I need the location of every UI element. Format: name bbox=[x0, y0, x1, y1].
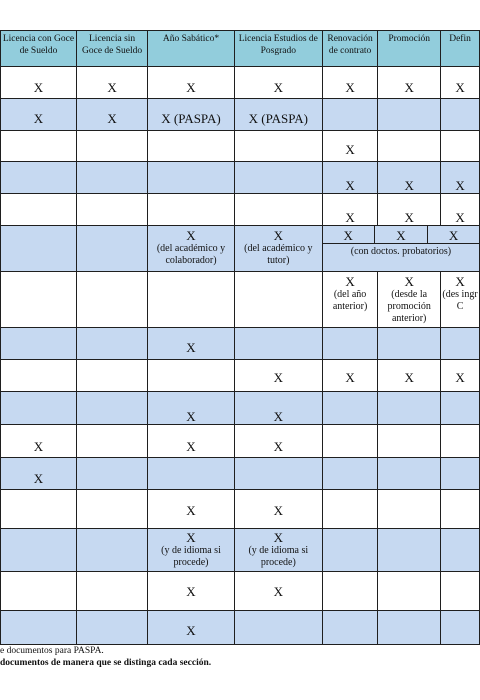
table-body bbox=[1, 67, 480, 645]
table-row bbox=[1, 572, 480, 611]
table-cell bbox=[76, 131, 147, 162]
table-cell bbox=[76, 194, 147, 226]
check-mark: X bbox=[186, 584, 196, 599]
table-cell bbox=[441, 194, 480, 226]
check-mark: X bbox=[273, 503, 283, 518]
table-cell bbox=[322, 99, 377, 131]
check-mark: X bbox=[404, 210, 414, 225]
check-mark: X bbox=[273, 409, 283, 424]
table-cell bbox=[234, 226, 322, 272]
table-cell bbox=[378, 529, 441, 572]
table-cell bbox=[322, 360, 377, 392]
check-mark: X (PASPA) bbox=[248, 111, 308, 126]
table-cell bbox=[1, 194, 77, 226]
table-cell bbox=[148, 458, 235, 490]
column-header-definitividad: Defin bbox=[441, 31, 480, 67]
table-cell bbox=[378, 131, 441, 162]
span-note: (con doctos. probatorios) bbox=[323, 244, 479, 258]
table-cell bbox=[1, 328, 77, 360]
table-cell bbox=[378, 162, 441, 194]
table-cell bbox=[148, 162, 235, 194]
check-mark: X bbox=[343, 228, 353, 243]
table-cell bbox=[76, 392, 147, 425]
table-cell bbox=[148, 226, 235, 272]
table-cell bbox=[76, 67, 147, 99]
table-cell bbox=[76, 360, 147, 392]
table-cell bbox=[1, 458, 77, 490]
check-mark: X bbox=[33, 80, 44, 95]
check-mark: X bbox=[448, 228, 459, 243]
check-mark: X bbox=[186, 409, 196, 424]
table-cell bbox=[1, 529, 77, 572]
table-cell bbox=[1, 490, 77, 529]
check-mark: X (PASPA) bbox=[161, 111, 221, 126]
check-mark: X bbox=[186, 503, 196, 518]
table-cell bbox=[234, 392, 322, 425]
table-cell bbox=[76, 425, 147, 458]
table-cell bbox=[322, 529, 377, 572]
table-cell bbox=[148, 572, 235, 611]
table-cell bbox=[1, 425, 77, 458]
check-mark: X bbox=[33, 471, 44, 486]
column-header-licencia-con-goce: Licencia con Goce de Sueldo bbox=[1, 31, 77, 67]
table-cell bbox=[148, 99, 235, 131]
cell-note: (y de idioma si procede) bbox=[161, 545, 221, 568]
table-cell bbox=[148, 611, 235, 645]
table-cell bbox=[76, 99, 147, 131]
table-cell bbox=[378, 67, 441, 99]
table-cell bbox=[322, 131, 377, 162]
table-cell bbox=[378, 272, 441, 328]
check-mark: X bbox=[455, 80, 465, 95]
table-cell bbox=[76, 529, 147, 572]
check-mark: X bbox=[396, 228, 406, 243]
table-cell bbox=[234, 131, 322, 162]
check-mark: X bbox=[404, 80, 414, 95]
table-row bbox=[1, 162, 480, 194]
check-mark: X bbox=[186, 439, 196, 454]
table-cell bbox=[322, 458, 377, 490]
table-row bbox=[1, 490, 480, 529]
table-cell bbox=[234, 458, 322, 490]
table-cell bbox=[148, 328, 235, 360]
check-mark: X bbox=[33, 111, 44, 126]
table-cell bbox=[323, 226, 374, 244]
table-cell bbox=[322, 194, 377, 226]
check-mark: X bbox=[455, 370, 465, 385]
table-cell bbox=[322, 162, 377, 194]
check-mark: X bbox=[345, 142, 355, 157]
header-row bbox=[1, 31, 480, 67]
check-mark: X bbox=[186, 623, 196, 638]
table-cell bbox=[322, 425, 377, 458]
check-mark: X bbox=[345, 370, 355, 385]
check-mark: X bbox=[186, 340, 196, 355]
table-cell bbox=[234, 425, 322, 458]
table-cell bbox=[378, 392, 441, 425]
table-cell bbox=[1, 162, 77, 194]
table-cell bbox=[441, 99, 480, 131]
table-cell bbox=[234, 611, 322, 645]
table-cell bbox=[322, 67, 377, 99]
table-row bbox=[1, 131, 480, 162]
table-cell bbox=[322, 490, 377, 529]
table-cell bbox=[148, 529, 235, 572]
table-cell bbox=[148, 490, 235, 529]
table-row bbox=[1, 529, 480, 572]
check-mark: X bbox=[455, 274, 465, 289]
table-cell bbox=[148, 67, 235, 99]
check-mark: X bbox=[273, 439, 283, 454]
table-row bbox=[1, 67, 480, 99]
table-cell bbox=[378, 458, 441, 490]
table-cell bbox=[322, 572, 377, 611]
footnote-sections: documentos de manera que se distinga cada sección. bbox=[0, 658, 212, 668]
table-cell bbox=[441, 425, 480, 458]
check-mark: X bbox=[455, 210, 465, 225]
table-cell bbox=[1, 360, 77, 392]
table-cell bbox=[76, 226, 147, 272]
check-mark: X bbox=[404, 178, 414, 193]
table-row bbox=[1, 458, 480, 490]
table-cell bbox=[441, 67, 480, 99]
cell-note: (del académico y colaborador) bbox=[156, 243, 226, 266]
table-cell bbox=[234, 572, 322, 611]
table-cell bbox=[148, 131, 235, 162]
table-cell bbox=[234, 529, 322, 572]
table-cell bbox=[378, 99, 441, 131]
table-cell bbox=[428, 226, 479, 244]
table-cell bbox=[378, 194, 441, 226]
table-cell bbox=[441, 131, 480, 162]
check-mark: X bbox=[186, 228, 196, 243]
table-cell bbox=[148, 194, 235, 226]
table-cell bbox=[1, 272, 77, 328]
table-cell bbox=[76, 328, 147, 360]
table-cell bbox=[441, 458, 480, 490]
footnote-paspa: e documentos para PASPA. bbox=[0, 646, 104, 656]
check-mark: X bbox=[273, 228, 283, 243]
table-cell bbox=[148, 360, 235, 392]
table-cell bbox=[1, 99, 77, 131]
table-cell bbox=[1, 67, 77, 99]
check-mark: X bbox=[345, 80, 355, 95]
table-cell bbox=[378, 328, 441, 360]
table-cell bbox=[76, 458, 147, 490]
cell-note: (del año anterior) bbox=[332, 289, 368, 312]
table-cell bbox=[322, 392, 377, 425]
table-cell bbox=[441, 328, 480, 360]
cell-note: (des ingr C bbox=[442, 289, 478, 312]
check-mark: X bbox=[273, 530, 283, 545]
check-mark: X bbox=[186, 530, 196, 545]
check-mark: X bbox=[186, 80, 196, 95]
table-cell bbox=[234, 67, 322, 99]
check-mark: X bbox=[345, 274, 355, 289]
table-cell bbox=[1, 226, 77, 272]
table-cell bbox=[234, 328, 322, 360]
table-row bbox=[1, 328, 480, 360]
check-mark: X bbox=[404, 274, 414, 289]
table-cell bbox=[1, 131, 77, 162]
cell-note: (y de idioma si procede) bbox=[248, 545, 309, 568]
table-row bbox=[1, 611, 480, 645]
table-cell bbox=[234, 490, 322, 529]
table-cell bbox=[148, 272, 235, 328]
check-mark: X bbox=[273, 80, 283, 95]
table-cell bbox=[441, 529, 480, 572]
table-cell bbox=[441, 572, 480, 611]
table-cell bbox=[1, 572, 77, 611]
table-row bbox=[1, 226, 480, 272]
table-cell bbox=[234, 272, 322, 328]
table-cell bbox=[441, 490, 480, 529]
column-header-licencia-posgrado: Licencia Estudios de Posgrado bbox=[234, 31, 322, 67]
column-header-ano-sabatico: Año Sabático* bbox=[148, 31, 235, 67]
column-header-licencia-sin-goce: Licencia sin Goce de Sueldo bbox=[76, 31, 147, 67]
table-cell bbox=[378, 360, 441, 392]
check-mark: X bbox=[107, 111, 117, 126]
table-row bbox=[1, 392, 480, 425]
table-cell bbox=[378, 425, 441, 458]
table-cell bbox=[374, 226, 427, 244]
check-mark: X bbox=[455, 178, 465, 193]
column-header-promocion: Promoción bbox=[378, 31, 441, 67]
table-cell bbox=[76, 490, 147, 529]
table-cell bbox=[234, 99, 322, 131]
table-cell bbox=[378, 490, 441, 529]
check-mark: X bbox=[404, 370, 414, 385]
table-cell bbox=[76, 611, 147, 645]
table-row bbox=[1, 194, 480, 226]
table-cell bbox=[322, 272, 377, 328]
requirements-table bbox=[0, 30, 480, 645]
table-row bbox=[1, 272, 480, 328]
table-cell bbox=[378, 611, 441, 645]
table-row bbox=[1, 425, 480, 458]
check-mark: X bbox=[273, 584, 283, 599]
table-cell bbox=[378, 572, 441, 611]
table-cell bbox=[1, 392, 77, 425]
table-cell bbox=[148, 425, 235, 458]
table-cell bbox=[441, 272, 480, 328]
table-cell bbox=[441, 611, 480, 645]
table-cell bbox=[441, 360, 480, 392]
table-row bbox=[1, 360, 480, 392]
table-cell bbox=[234, 360, 322, 392]
table-cell bbox=[322, 611, 377, 645]
cell-note: (desde la promoción anterior) bbox=[387, 289, 431, 324]
cell-note: (del académico y tutor) bbox=[244, 243, 313, 266]
table-cell bbox=[441, 162, 480, 194]
table-cell bbox=[76, 272, 147, 328]
check-mark: X bbox=[107, 80, 117, 95]
check-mark: X bbox=[345, 178, 355, 193]
table-cell bbox=[441, 392, 480, 425]
check-mark: X bbox=[33, 439, 44, 454]
check-mark: X bbox=[345, 210, 355, 225]
check-mark: X bbox=[273, 370, 283, 385]
table-cell bbox=[322, 226, 479, 272]
table-cell bbox=[76, 572, 147, 611]
column-header-renovacion: Renovación de contrato bbox=[322, 31, 377, 67]
table-cell bbox=[234, 162, 322, 194]
table-cell bbox=[148, 392, 235, 425]
table-row bbox=[1, 99, 480, 131]
table-cell bbox=[1, 611, 77, 645]
table-cell bbox=[234, 194, 322, 226]
table-cell bbox=[76, 162, 147, 194]
table-cell bbox=[322, 328, 377, 360]
